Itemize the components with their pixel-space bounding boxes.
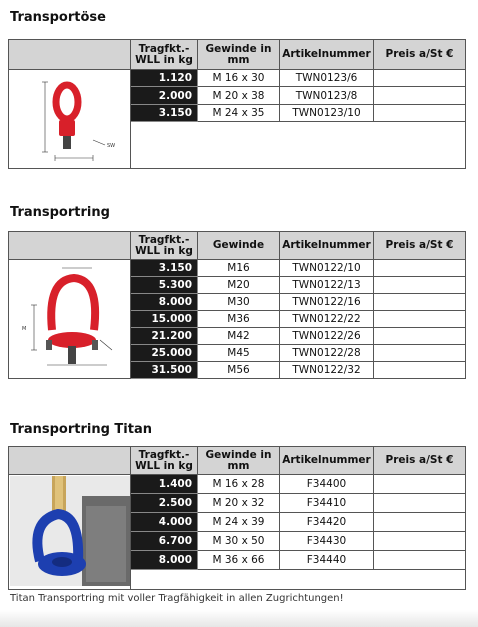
header-wll: Tragfkt.- WLL in kg: [131, 232, 198, 260]
row-article: TWN0122/10: [280, 260, 374, 277]
header-price: Preis a/St €: [374, 232, 466, 260]
row-wll: 3.150: [131, 260, 198, 277]
header-wll: Tragfkt.- WLL in kg: [131, 40, 198, 70]
row-wll: 8.000: [131, 294, 198, 311]
table-row: [9, 260, 466, 277]
row-wll: 21.200: [131, 328, 198, 345]
row-thread: M 20 x 32: [198, 494, 280, 513]
row-thread: M30: [198, 294, 280, 311]
row-thread: M 16 x 28: [198, 475, 280, 494]
row-article: TWN0123/6: [280, 70, 374, 87]
row-wll: 25.000: [131, 345, 198, 362]
row-article: TWN0122/13: [280, 277, 374, 294]
row-article: TWN0122/26: [280, 328, 374, 345]
row-wll: 5.300: [131, 277, 198, 294]
row-price: [374, 104, 466, 121]
row-article: F34440: [280, 551, 374, 570]
product-table-transportoese: [8, 39, 466, 169]
row-price: [374, 277, 466, 294]
row-thread: M 36 x 66: [198, 551, 280, 570]
header-article: Artikelnummer: [280, 447, 374, 475]
table-empty-area: [131, 570, 466, 590]
row-price: [374, 87, 466, 104]
product-image-transportoese: [9, 70, 131, 169]
row-article: TWN0123/8: [280, 87, 374, 104]
row-thread: M 24 x 35: [198, 104, 280, 121]
row-article: F34430: [280, 532, 374, 551]
row-thread: M16: [198, 260, 280, 277]
product-image-titan: [9, 475, 131, 590]
header-price: Preis a/St €: [374, 447, 466, 475]
header-wll: Tragfkt.- WLL in kg: [131, 447, 198, 475]
row-article: TWN0122/22: [280, 311, 374, 328]
header-article: Artikelnummer: [280, 40, 374, 70]
row-thread: M 24 x 39: [198, 513, 280, 532]
section-title-transportring: Transportring: [10, 205, 110, 220]
section-title-transportoese: Transportöse: [10, 10, 106, 25]
header-price: Preis a/St €: [374, 40, 466, 70]
row-price: [374, 70, 466, 87]
row-article: F34400: [280, 475, 374, 494]
header-thread: Gewinde in mm: [198, 40, 280, 70]
section-title-transportring-titan: Transportring Titan: [10, 422, 152, 437]
header-article: Artikelnummer: [280, 232, 374, 260]
row-article: TWN0122/28: [280, 345, 374, 362]
row-wll: 31.500: [131, 362, 198, 379]
row-wll: 4.000: [131, 513, 198, 532]
row-wll: 15.000: [131, 311, 198, 328]
eyebolt-drawing-icon: [15, 70, 125, 165]
row-price: [374, 362, 466, 379]
product-table-transportring-titan: [8, 446, 466, 590]
row-price: [374, 494, 466, 513]
row-wll: 2.500: [131, 494, 198, 513]
lifting-ring-drawing-icon: [12, 260, 127, 375]
row-article: TWN0122/32: [280, 362, 374, 379]
bottom-band: [0, 610, 478, 627]
svg-text:M: M: [22, 326, 27, 332]
row-thread: M45: [198, 345, 280, 362]
row-price: [374, 294, 466, 311]
row-wll: 6.700: [131, 532, 198, 551]
row-thread: M 16 x 30: [198, 70, 280, 87]
table-empty-area: [131, 122, 466, 169]
header-image: [9, 232, 131, 260]
row-thread: M42: [198, 328, 280, 345]
row-wll: 1.400: [131, 475, 198, 494]
row-article: TWN0123/10: [280, 104, 374, 121]
row-thread: M 20 x 38: [198, 87, 280, 104]
row-price: [374, 475, 466, 494]
row-thread: M20: [198, 277, 280, 294]
row-wll: 1.120: [131, 70, 198, 87]
titan-ring-photo-icon: [10, 476, 130, 586]
row-wll: 8.000: [131, 551, 198, 570]
row-price: [374, 311, 466, 328]
row-article: F34420: [280, 513, 374, 532]
product-table-transportring: [8, 231, 466, 379]
row-price: [374, 328, 466, 345]
row-price: [374, 551, 466, 570]
row-price: [374, 532, 466, 551]
row-article: TWN0122/16: [280, 294, 374, 311]
row-price: [374, 513, 466, 532]
row-article: F34410: [280, 494, 374, 513]
header-thread: Gewinde in mm: [198, 447, 280, 475]
product-image-transportring: [9, 260, 131, 379]
header-image: [9, 447, 131, 475]
row-wll: 2.000: [131, 87, 198, 104]
row-thread: M36: [198, 311, 280, 328]
svg-text:SW: SW: [106, 143, 115, 149]
row-price: [374, 345, 466, 362]
footnote: Titan Transportring mit voller Tragfähigkeit in allen Zugrichtungen!: [10, 593, 344, 604]
header-thread: Gewinde: [198, 232, 280, 260]
row-wll: 3.150: [131, 104, 198, 121]
row-price: [374, 260, 466, 277]
header-image: [9, 40, 131, 70]
table-row: [9, 70, 466, 87]
row-thread: M56: [198, 362, 280, 379]
row-thread: M 30 x 50: [198, 532, 280, 551]
table-row: [9, 475, 466, 494]
